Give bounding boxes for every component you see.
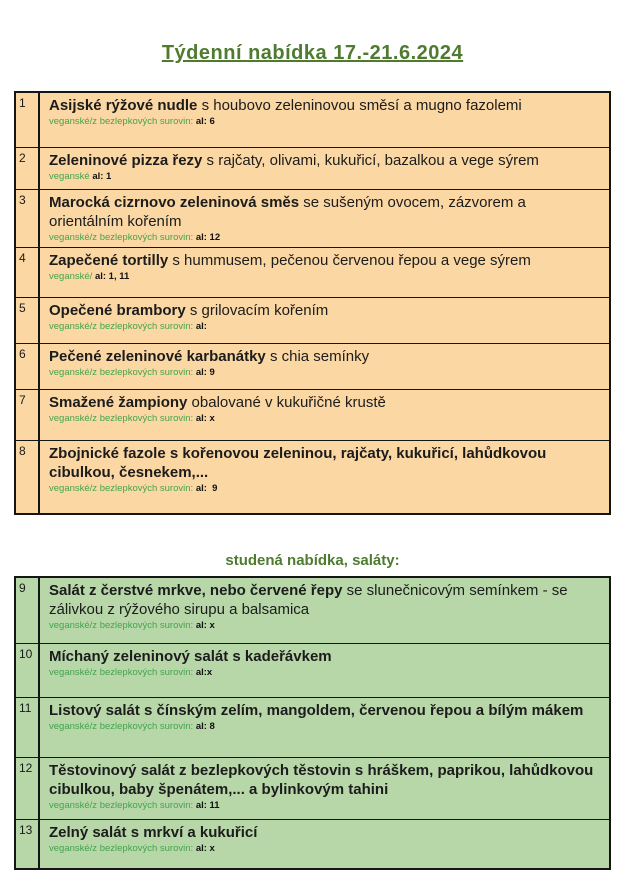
- dish-meta: [49, 171, 600, 182]
- dish-description: s rajčaty, olivami, kukuřicí, bazalkou a vege sýrem: [202, 152, 539, 169]
- dish-text: [49, 581, 600, 619]
- dish-text: [49, 444, 600, 482]
- row-number: 12: [16, 758, 40, 819]
- row-content: [40, 344, 609, 389]
- dish-description: s houbovo zeleninovou směsí a mugno fazolemi: [197, 97, 522, 114]
- diet-label: veganské/z bezlepkových surovin:: [49, 620, 194, 632]
- menu-row: [16, 644, 609, 698]
- diet-label: veganské/z bezlepkových surovin:: [49, 367, 194, 379]
- dish-name: Marocká cizrnovo zeleninová směs: [49, 194, 300, 211]
- row-number: 3: [16, 190, 40, 247]
- hot-menu-table: [14, 91, 611, 515]
- diet-label: veganské: [49, 171, 90, 183]
- dish-meta: [49, 321, 600, 332]
- dish-name: Listový salát s čínským zelím, mangoldem, červenou řepou a bílým mákem: [49, 702, 584, 719]
- dish-text: [49, 96, 600, 115]
- menu-row: [16, 344, 609, 390]
- allergen-label: al: 6: [195, 116, 215, 128]
- diet-label: veganské/z bezlepkových surovin:: [49, 800, 194, 812]
- dish-text: [49, 251, 600, 270]
- diet-label: veganské/z bezlepkových surovin:: [49, 116, 194, 128]
- row-content: [40, 441, 609, 513]
- diet-label: veganské/z bezlepkových surovin:: [49, 483, 194, 495]
- diet-label: veganské/z bezlepkových surovin:: [49, 721, 194, 733]
- menu-row: [16, 820, 609, 868]
- row-number: 13: [16, 820, 40, 868]
- menu-row: [16, 190, 609, 248]
- row-content: [40, 390, 609, 440]
- dish-description: se sušeným ovocem, zázvorem a orientálním kořením: [49, 194, 526, 231]
- dish-name: Smažené žampiony: [49, 394, 188, 411]
- dish-description: s chia semínky: [265, 348, 370, 365]
- diet-label: veganské/z bezlepkových surovin:: [49, 843, 194, 855]
- row-content: [40, 820, 609, 868]
- diet-label: veganské/z bezlepkových surovin:: [49, 232, 194, 244]
- dish-meta: [49, 271, 600, 282]
- dish-name: Zelný salát s mrkví a kukuřicí: [49, 824, 258, 841]
- dish-meta: [49, 232, 600, 243]
- dish-text: [49, 301, 600, 320]
- row-number: 1: [16, 93, 40, 147]
- allergen-label: al: 1: [92, 171, 112, 183]
- dish-name: Zeleninové pizza řezy: [49, 152, 203, 169]
- row-content: [40, 698, 609, 757]
- menu-row: [16, 758, 609, 820]
- row-content: [40, 148, 609, 189]
- allergen-label: al: 11: [195, 800, 220, 812]
- dish-description: s hummusem, pečenou červenou řepou a vege sýrem: [168, 252, 531, 269]
- allergen-label: al: 8: [195, 721, 215, 733]
- diet-label: veganské/z bezlepkových surovin:: [49, 321, 194, 333]
- dish-name: Asijské rýžové nudle: [49, 97, 198, 114]
- row-number: 6: [16, 344, 40, 389]
- row-content: [40, 578, 609, 643]
- dish-meta: [49, 843, 600, 854]
- row-content: [40, 758, 609, 819]
- dish-name: Těstovinový salát z bezlepkových těstovin s hráškem, paprikou, lahůdkovou cibulkou, baby špenátem,... a bylinkovým tahini: [49, 762, 594, 799]
- diet-label: veganské/z bezlepkových surovin:: [49, 667, 194, 679]
- cold-menu-table: [14, 576, 611, 870]
- dish-description: s grilovacím kořením: [185, 302, 329, 319]
- dish-name: Míchaný zeleninový salát s kadeřávkem: [49, 648, 332, 665]
- row-number: 9: [16, 578, 40, 643]
- diet-label: veganské/: [49, 271, 93, 283]
- dish-meta: [49, 620, 600, 631]
- row-number: 8: [16, 441, 40, 513]
- dish-text: [49, 151, 600, 170]
- dish-text: [49, 193, 600, 231]
- dish-description: obalované v kukuřičné krustě: [187, 394, 386, 411]
- allergen-label: al: 12: [195, 232, 221, 244]
- menu-row: [16, 698, 609, 758]
- dish-meta: [49, 116, 600, 127]
- menu-row: [16, 441, 609, 513]
- dish-text: [49, 647, 600, 666]
- dish-meta: [49, 483, 600, 494]
- menu-row: [16, 390, 609, 441]
- dish-meta: [49, 367, 600, 378]
- dish-name: Pečené zeleninové karbanátky: [49, 348, 266, 365]
- dish-meta: [49, 721, 600, 732]
- page-title: Týdenní nabídka 17.-21.6.2024: [161, 42, 464, 64]
- menu-row: [16, 578, 609, 644]
- dish-name: Opečené brambory: [49, 302, 186, 319]
- allergen-label: al: 9: [195, 367, 215, 379]
- row-content: [40, 190, 609, 247]
- allergen-label: al:: [195, 321, 207, 333]
- allergen-label: al: x: [195, 620, 215, 632]
- dish-meta: [49, 667, 600, 678]
- cold-section-title: studená nabídka, saláty:: [225, 552, 400, 569]
- row-number: 4: [16, 248, 40, 297]
- row-content: [40, 644, 609, 697]
- dish-text: [49, 347, 600, 366]
- row-content: [40, 248, 609, 297]
- menu-row: [16, 298, 609, 344]
- row-number: 11: [16, 698, 40, 757]
- menu-row: [16, 248, 609, 298]
- dish-name: Salát z čerstvé mrkve, nebo červené řepy: [49, 582, 343, 599]
- dish-name: Zbojnické fazole s kořenovou zeleninou, rajčaty, kukuřicí, lahůdkovou cibulkou, česnekem,...: [49, 445, 547, 482]
- menu-row: [16, 148, 609, 190]
- row-number: 7: [16, 390, 40, 440]
- allergen-label: al:x: [195, 667, 213, 679]
- dish-text: [49, 823, 600, 842]
- row-number: 5: [16, 298, 40, 343]
- row-content: [40, 298, 609, 343]
- dish-text: [49, 701, 600, 720]
- allergen-label: al: 9: [195, 483, 218, 495]
- menu-row: [16, 93, 609, 148]
- dish-text: [49, 393, 600, 412]
- allergen-label: al: x: [195, 843, 215, 855]
- row-content: [40, 93, 609, 147]
- allergen-label: al: 1, 11: [94, 271, 130, 283]
- dish-description: se slunečnicovým semínkem - se zálivkou z rýžového sirupu a balsamica: [49, 582, 568, 619]
- dish-name: Zapečené tortilly: [49, 252, 169, 269]
- dish-meta: [49, 413, 600, 424]
- allergen-label: al: x: [195, 413, 215, 425]
- diet-label: veganské/z bezlepkových surovin:: [49, 413, 194, 425]
- row-number: 10: [16, 644, 40, 697]
- row-number: 2: [16, 148, 40, 189]
- dish-text: [49, 761, 600, 799]
- dish-meta: [49, 800, 600, 811]
